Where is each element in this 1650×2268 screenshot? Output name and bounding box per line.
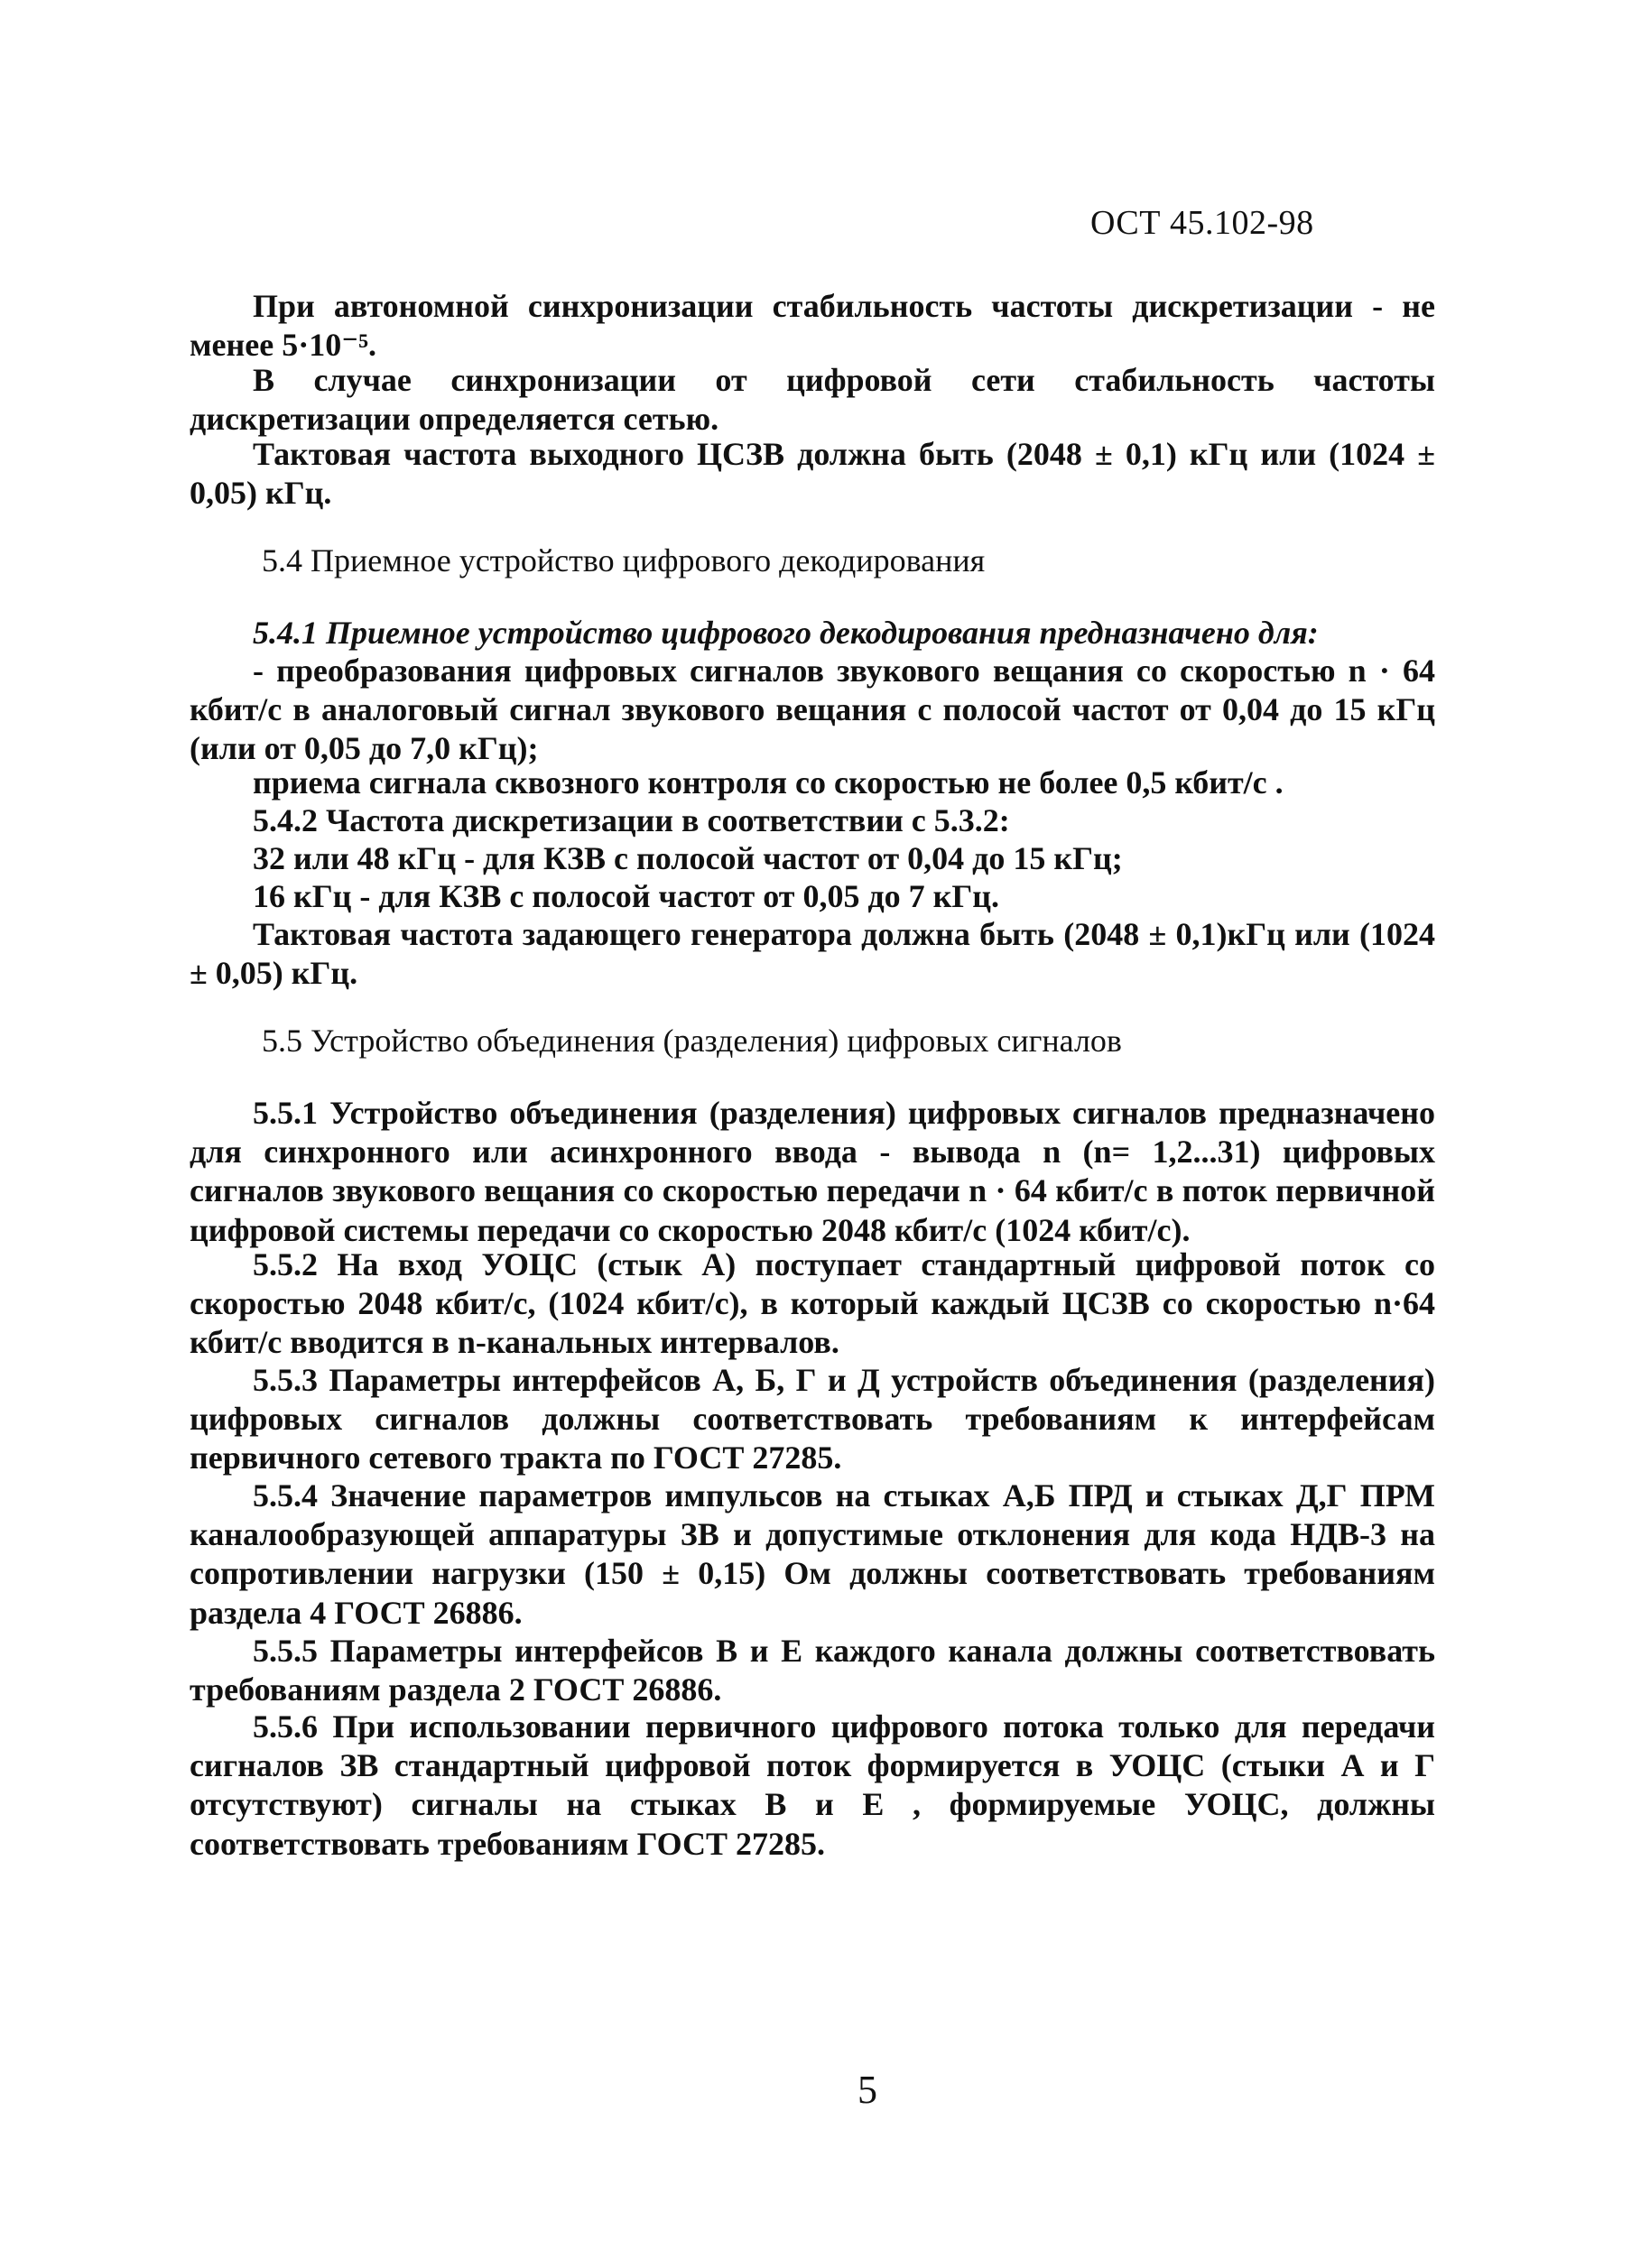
- paragraph-5-5-3: 5.5.3 Параметры интерфейсов А, Б, Г и Д устройств объединения (разделения) цифровых сигналов должны соответствовать требованиям к интерфейсам первичного сетевого тракта по ГОСТ 27285.: [190, 1362, 1435, 1477]
- paragraph-5-4-2-c: Тактовая частота задающего генератора должна быть (2048 ± 0,1)кГц или (1024 ± 0,05) кГц.: [190, 916, 1435, 992]
- paragraph-clock-frequency: Тактовая частота выходного ЦСЗВ должна быть (2048 ± 0,1) кГц или (1024 ± 0,05) кГц.: [190, 436, 1435, 512]
- paragraph-5-4-1-item1: - преобразования цифровых сигналов звукового вещания со скоростью n · 64 кбит/с в аналоговый сигнал звукового вещания с полосой частот от 0,04 до 15 кГц (или от 0,05 до 7,0 кГц);: [190, 653, 1435, 767]
- paragraph-5-5-2: 5.5.2 На вход УОЦС (стык А) поступает стандартный цифровой поток со скоростью 2048 кбит/с, (1024 кбит/с), в который каждый ЦСЗВ со скоростью n·64 кбит/с вводится в n-канальных интервалов.: [190, 1246, 1435, 1361]
- paragraph-5-4-1-lead: 5.4.1 Приемное устройство цифрового декодирования предназначено для:: [253, 615, 1319, 651]
- paragraph-5-4-2-a: 32 или 48 кГц - для КЗВ с полосой частот от 0,04 до 15 кГц;: [253, 840, 1123, 876]
- paragraph-autonomous-sync: При автономной синхронизации стабильность частоты дискретизации - не менее 5·10⁻⁵.: [190, 288, 1435, 364]
- paragraph-5-5-4: 5.5.4 Значение параметров импульсов на стыках А,Б ПРД и стыках Д,Г ПРМ каналообразующей аппаратуры ЗВ и допустимые отклонения для кода НДВ-3 на сопротивлении нагрузки (150 ± 0,15) Ом должны соответствовать требованиям раздела 4 ГОСТ 26886.: [190, 1477, 1435, 1631]
- section-5-4-heading: 5.4 Приемное устройство цифрового декодирования: [262, 542, 986, 579]
- paragraph-5-5-1: 5.5.1 Устройство объединения (разделения) цифровых сигналов предназначено для синхронного или асинхронного ввода - вывода n (n= 1,2...31) цифровых сигналов звукового вещания со скоростью передачи n · 64 кбит/с в поток первичной цифровой системы передачи со скоростью 2048 кбит/с (1024 кбит/с).: [190, 1095, 1435, 1248]
- document-id: ОСТ 45.102-98: [1090, 204, 1314, 242]
- section-5-5-heading: 5.5 Устройство объединения (разделения) цифровых сигналов: [262, 1023, 1122, 1059]
- paragraph-5-4-1-item2: приема сигнала сквозного контроля со скоростью не более 0,5 кбит/с .: [253, 764, 1284, 801]
- paragraph-5-4-2: 5.4.2 Частота дискретизации в соответствии с 5.3.2:: [253, 802, 1010, 838]
- paragraph-5-5-5: 5.5.5 Параметры интерфейсов В и Е каждого канала должны соответствовать требованиям раздела 2 ГОСТ 26886.: [190, 1633, 1435, 1708]
- paragraph-5-4-2-b: 16 кГц - для КЗВ с полосой частот от 0,05 до 7 кГц.: [253, 878, 1000, 914]
- paragraph-5-5-6: 5.5.6 При использовании первичного цифрового потока только для передачи сигналов ЗВ стандартный цифровой поток формируется в УОЦС (стыки А и Г отсутствуют) сигналы на стыках В и Е , формируемые УОЦС, должны соответствовать требованиям ГОСТ 27285.: [190, 1708, 1435, 1862]
- paragraph-network-sync: В случае синхронизации от цифровой сети стабильность частоты дискретизации определяется сетью.: [190, 362, 1435, 438]
- page-number: 5: [857, 2068, 877, 2112]
